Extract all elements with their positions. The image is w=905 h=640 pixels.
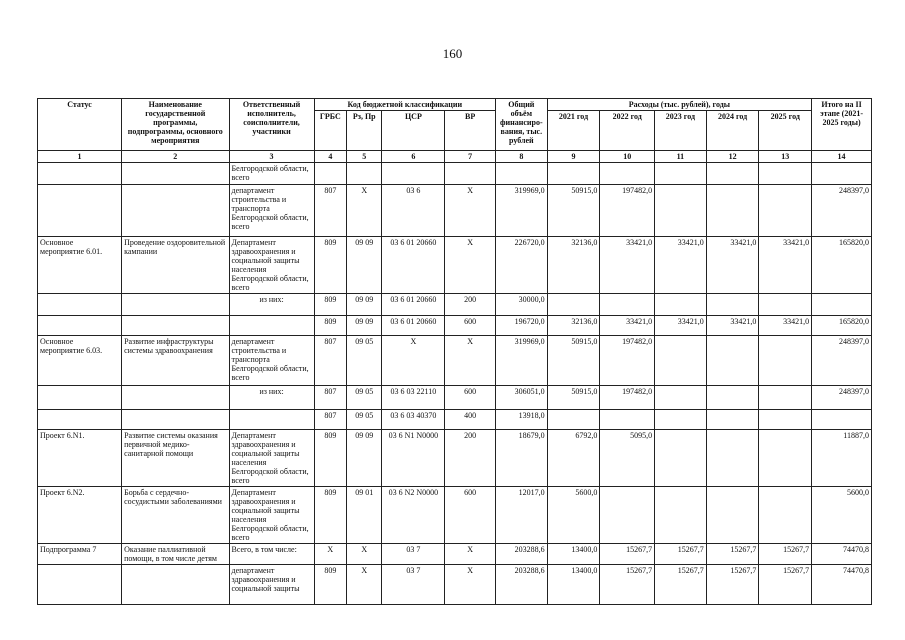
cell-status: Проект 6.N1. xyxy=(38,430,122,487)
table-row xyxy=(38,294,872,316)
cell-vr xyxy=(445,163,496,185)
cell-y2022: 197482,0 xyxy=(600,386,655,410)
cell-y2021: 5600,0 xyxy=(547,487,600,544)
cell-y2021: 50915,0 xyxy=(547,386,600,410)
table-row xyxy=(38,185,872,237)
column-number: 2 xyxy=(122,151,229,163)
cell-y2023 xyxy=(655,386,707,410)
cell-total: 319969,0 xyxy=(495,185,547,237)
cell-y2025 xyxy=(759,386,812,410)
cell-y2025 xyxy=(759,185,812,237)
cell-status xyxy=(38,410,122,430)
cell-grbs: 807 xyxy=(314,410,346,430)
cell-y2022 xyxy=(600,294,655,316)
header-2023: 2023 год xyxy=(655,111,707,151)
cell-stage: 74470,8 xyxy=(812,565,872,605)
table-row xyxy=(38,237,872,294)
cell-rz: 09 09 xyxy=(347,237,382,294)
cell-status xyxy=(38,316,122,336)
cell-name xyxy=(122,294,229,316)
header-csr: ЦСР xyxy=(382,111,445,151)
cell-y2021: 13400,0 xyxy=(547,565,600,605)
cell-vr: Х xyxy=(445,544,496,565)
cell-y2024: 33421,0 xyxy=(706,237,759,294)
cell-total: 306051,0 xyxy=(495,386,547,410)
cell-csr: Х xyxy=(382,336,445,386)
cell-stage: 248397,0 xyxy=(812,336,872,386)
cell-grbs: 809 xyxy=(314,237,346,294)
header-name: Наименование государственной программы, подпрограммы, основного мероприятия xyxy=(122,99,229,151)
column-number: 6 xyxy=(382,151,445,163)
column-number: 9 xyxy=(547,151,600,163)
header-2024: 2024 год xyxy=(706,111,759,151)
page-number: 160 xyxy=(442,46,463,61)
cell-y2025 xyxy=(759,336,812,386)
header-grbs: ГРБС xyxy=(314,111,346,151)
cell-status: Основное мероприятие 6.03. xyxy=(38,336,122,386)
header-total: Общий объём финансиро-вания, тыс. рублей xyxy=(495,99,547,151)
cell-status xyxy=(38,294,122,316)
cell-total: 203288,6 xyxy=(495,565,547,605)
column-number: 14 xyxy=(812,151,872,163)
cell-vr: 200 xyxy=(445,294,496,316)
cell-name xyxy=(122,386,229,410)
header-2025: 2025 год xyxy=(759,111,812,151)
table-row xyxy=(38,336,872,386)
cell-rz: Х xyxy=(347,565,382,605)
cell-grbs xyxy=(314,163,346,185)
cell-y2025 xyxy=(759,487,812,544)
cell-y2025: 15267,7 xyxy=(759,565,812,605)
cell-y2025 xyxy=(759,430,812,487)
cell-y2022: 33421,0 xyxy=(600,237,655,294)
cell-csr: 03 6 N2 N0000 xyxy=(382,487,445,544)
cell-rz: 09 05 xyxy=(347,336,382,386)
cell-stage: 165820,0 xyxy=(812,237,872,294)
cell-executor xyxy=(229,410,314,430)
cell-rz: 09 09 xyxy=(347,430,382,487)
header-rz: Рз, Пр xyxy=(347,111,382,151)
cell-y2024: 15267,7 xyxy=(706,565,759,605)
cell-y2023: 33421,0 xyxy=(655,316,707,336)
cell-y2025 xyxy=(759,410,812,430)
cell-y2022 xyxy=(600,410,655,430)
column-number: 3 xyxy=(229,151,314,163)
cell-name xyxy=(122,316,229,336)
cell-name: Проведение оздоровительной кампании xyxy=(122,237,229,294)
cell-vr: Х xyxy=(445,237,496,294)
cell-grbs: 809 xyxy=(314,565,346,605)
cell-stage: 165820,0 xyxy=(812,316,872,336)
table-row xyxy=(38,163,872,185)
cell-y2021: 32136,0 xyxy=(547,316,600,336)
cell-name: Развитие системы оказания первичной медико-санитарной помощи xyxy=(122,430,229,487)
cell-name xyxy=(122,410,229,430)
cell-rz: 09 05 xyxy=(347,386,382,410)
cell-stage: 248397,0 xyxy=(812,386,872,410)
header-status: Статус xyxy=(38,99,122,151)
cell-stage: 11887,0 xyxy=(812,430,872,487)
cell-total: 18679,0 xyxy=(495,430,547,487)
header-stage-total: Итого на II этапе (2021-2025 годы) xyxy=(812,99,872,151)
cell-rz xyxy=(347,163,382,185)
cell-vr: Х xyxy=(445,336,496,386)
column-number-row xyxy=(38,151,872,163)
cell-grbs: Х xyxy=(314,544,346,565)
cell-y2023 xyxy=(655,410,707,430)
cell-stage: 5600,0 xyxy=(812,487,872,544)
header-budget-code: Код бюджетной классификации xyxy=(314,99,495,111)
cell-grbs: 807 xyxy=(314,386,346,410)
cell-rz: Х xyxy=(347,185,382,237)
cell-y2021: 13400,0 xyxy=(547,544,600,565)
cell-rz: 09 01 xyxy=(347,487,382,544)
cell-total: 319969,0 xyxy=(495,336,547,386)
cell-vr: 600 xyxy=(445,386,496,410)
cell-y2021 xyxy=(547,294,600,316)
cell-executor: департамент здравоохранения и социальной защиты xyxy=(229,565,314,605)
cell-y2024 xyxy=(706,294,759,316)
table-row xyxy=(38,386,872,410)
cell-y2021 xyxy=(547,163,600,185)
cell-y2024: 33421,0 xyxy=(706,316,759,336)
cell-csr: 03 7 xyxy=(382,544,445,565)
cell-status: Основное мероприятие 6.01. xyxy=(38,237,122,294)
cell-grbs: 809 xyxy=(314,294,346,316)
cell-stage xyxy=(812,163,872,185)
cell-total: 12017,0 xyxy=(495,487,547,544)
table-row xyxy=(38,410,872,430)
cell-vr: 400 xyxy=(445,410,496,430)
cell-csr: 03 6 N1 N0000 xyxy=(382,430,445,487)
cell-y2022: 197482,0 xyxy=(600,336,655,386)
column-number: 4 xyxy=(314,151,346,163)
cell-total: 13918,0 xyxy=(495,410,547,430)
cell-csr: 03 6 01 20660 xyxy=(382,316,445,336)
cell-y2021 xyxy=(547,410,600,430)
cell-grbs: 809 xyxy=(314,430,346,487)
cell-csr: 03 6 01 20660 xyxy=(382,294,445,316)
cell-vr: Х xyxy=(445,565,496,605)
cell-y2023 xyxy=(655,487,707,544)
cell-y2024: 15267,7 xyxy=(706,544,759,565)
cell-y2022: 197482,0 xyxy=(600,185,655,237)
cell-y2023 xyxy=(655,294,707,316)
header-vr: ВР xyxy=(445,111,496,151)
cell-stage xyxy=(812,294,872,316)
cell-name xyxy=(122,163,229,185)
cell-executor: из них: xyxy=(229,386,314,410)
cell-executor: Департамент здравоохранения и социальной защиты населения Белгородской области, всего xyxy=(229,430,314,487)
cell-csr: 03 6 01 20660 xyxy=(382,237,445,294)
cell-y2024 xyxy=(706,185,759,237)
cell-y2024 xyxy=(706,336,759,386)
cell-y2021: 32136,0 xyxy=(547,237,600,294)
column-number: 11 xyxy=(655,151,707,163)
cell-executor: из них: xyxy=(229,294,314,316)
cell-csr: 03 6 03 22110 xyxy=(382,386,445,410)
cell-y2022: 33421,0 xyxy=(600,316,655,336)
cell-csr: 03 6 xyxy=(382,185,445,237)
cell-y2025: 15267,7 xyxy=(759,544,812,565)
column-number: 8 xyxy=(495,151,547,163)
table-row xyxy=(38,565,872,605)
cell-y2025 xyxy=(759,294,812,316)
cell-y2023: 15267,7 xyxy=(655,544,707,565)
cell-grbs: 807 xyxy=(314,336,346,386)
cell-y2023: 15267,7 xyxy=(655,565,707,605)
cell-y2024 xyxy=(706,410,759,430)
column-number: 10 xyxy=(600,151,655,163)
cell-total: 226720,0 xyxy=(495,237,547,294)
cell-name xyxy=(122,185,229,237)
cell-status xyxy=(38,565,122,605)
cell-y2024 xyxy=(706,386,759,410)
cell-y2025: 33421,0 xyxy=(759,316,812,336)
column-number: 7 xyxy=(445,151,496,163)
cell-executor: департамент строительства и транспорта Белгородской области, всего xyxy=(229,336,314,386)
cell-csr: 03 7 xyxy=(382,565,445,605)
cell-grbs: 807 xyxy=(314,185,346,237)
cell-executor: департамент строительства и транспорта Белгородской области, всего xyxy=(229,185,314,237)
cell-y2024 xyxy=(706,430,759,487)
cell-rz: 09 09 xyxy=(347,294,382,316)
cell-y2022: 15267,7 xyxy=(600,544,655,565)
cell-status xyxy=(38,185,122,237)
cell-y2025 xyxy=(759,163,812,185)
cell-y2025: 33421,0 xyxy=(759,237,812,294)
cell-y2023 xyxy=(655,336,707,386)
cell-stage xyxy=(812,410,872,430)
cell-csr: 03 6 03 40370 xyxy=(382,410,445,430)
cell-vr: 200 xyxy=(445,430,496,487)
cell-y2021: 50915,0 xyxy=(547,336,600,386)
cell-name: Оказание паллиативной помощи, в том числе детям xyxy=(122,544,229,565)
cell-vr: 600 xyxy=(445,316,496,336)
table-row xyxy=(38,430,872,487)
cell-total xyxy=(495,163,547,185)
cell-y2023 xyxy=(655,185,707,237)
cell-status xyxy=(38,386,122,410)
header-expenses: Расходы (тыс. рублей), годы xyxy=(547,99,811,111)
cell-name xyxy=(122,565,229,605)
cell-csr xyxy=(382,163,445,185)
column-number: 12 xyxy=(706,151,759,163)
cell-grbs: 809 xyxy=(314,316,346,336)
cell-name: Борьба с сердечно-сосудистыми заболеваниями xyxy=(122,487,229,544)
cell-y2021: 50915,0 xyxy=(547,185,600,237)
cell-name: Развитие инфраструктуры системы здравоохранения xyxy=(122,336,229,386)
header-2022: 2022 год xyxy=(600,111,655,151)
cell-y2023 xyxy=(655,430,707,487)
table-row xyxy=(38,487,872,544)
cell-executor: Белгородской области, всего xyxy=(229,163,314,185)
cell-total: 30000,0 xyxy=(495,294,547,316)
cell-total: 196720,0 xyxy=(495,316,547,336)
cell-y2023 xyxy=(655,163,707,185)
column-number: 13 xyxy=(759,151,812,163)
cell-status xyxy=(38,163,122,185)
cell-y2023: 33421,0 xyxy=(655,237,707,294)
cell-vr: 600 xyxy=(445,487,496,544)
table-row xyxy=(38,544,872,565)
cell-rz: 09 09 xyxy=(347,316,382,336)
cell-y2024 xyxy=(706,163,759,185)
header-executor: Ответственный исполнитель, соисполнители, участники xyxy=(229,99,314,151)
budget-table xyxy=(37,98,872,605)
cell-executor: Департамент здравоохранения и социальной защиты населения Белгородской области, всего xyxy=(229,237,314,294)
cell-executor: Всего, в том числе: xyxy=(229,544,314,565)
cell-y2022 xyxy=(600,487,655,544)
cell-y2022: 15267,7 xyxy=(600,565,655,605)
column-number: 5 xyxy=(347,151,382,163)
cell-y2024 xyxy=(706,487,759,544)
cell-y2022 xyxy=(600,163,655,185)
cell-stage: 74470,8 xyxy=(812,544,872,565)
column-number: 1 xyxy=(38,151,122,163)
cell-y2021: 6792,0 xyxy=(547,430,600,487)
cell-grbs: 809 xyxy=(314,487,346,544)
table-row xyxy=(38,316,872,336)
cell-executor: Департамент здравоохранения и социальной защиты населения Белгородской области, всего xyxy=(229,487,314,544)
cell-rz: Х xyxy=(347,544,382,565)
cell-vr: Х xyxy=(445,185,496,237)
cell-total: 203288,6 xyxy=(495,544,547,565)
cell-rz: 09 05 xyxy=(347,410,382,430)
cell-status: Подпрограмма 7 xyxy=(38,544,122,565)
cell-status: Проект 6.N2. xyxy=(38,487,122,544)
cell-executor xyxy=(229,316,314,336)
cell-y2022: 5095,0 xyxy=(600,430,655,487)
header-2021: 2021 год xyxy=(547,111,600,151)
cell-stage: 248397,0 xyxy=(812,185,872,237)
